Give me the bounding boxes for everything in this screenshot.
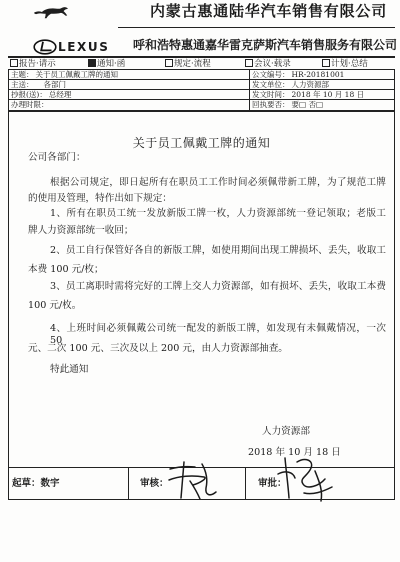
company-name-primary: 内蒙古惠通陆华汽车销售有限公司 [150,2,388,20]
doc-type-report[interactable] [10,59,56,69]
company-name-secondary: 呼和浩特惠通嘉华雷克萨斯汽车销售服务有限公司 [133,38,398,52]
notice-line: 4、上班时间必须佩戴公司统一配发的新版工牌，如发现有未佩戴情况，一次 50 [50,323,386,346]
field-value: 总经理 [48,90,72,99]
doc-type-label: 通知·函 [97,59,126,69]
notice-line: 的使用及管理，特作出如下规定： [28,193,172,204]
drafter-label: 起草： [12,478,41,489]
notice-issuer: 人力资源部 [262,426,310,437]
recipient-cell [9,80,250,89]
field-label: 发文单位： [252,80,290,89]
doc-type-label: 规定·流程 [174,59,211,69]
field-value: 各部门 [43,80,66,89]
issuing-unit-cell [250,80,394,89]
notice-salutation: 公司各部门： [28,152,86,163]
cc-cell [9,90,250,99]
doc-type-label: 会议·载录 [254,59,291,69]
notice-line: 1、所有在职员工统一发放新版工牌一枚，人力资源部统一登记领取；老版工 [50,208,386,219]
doc-type-checkbox[interactable] [10,59,18,67]
field-label: 回执要否： [252,100,290,109]
notice-line: 2、员工自行保管好各自的新版工牌，如使用期间出现工牌损坏、丢失，收取工 [50,245,386,256]
field-value: 要□ 否□ [291,100,324,109]
approval-divider [128,468,129,499]
field-value: 2018 年 10 月 18 日 [291,90,365,99]
notice-line: 100 元/枚。 [28,300,82,311]
notice-body [8,111,395,468]
info-row-recipient [9,80,394,90]
receipt-required-cell [250,100,394,110]
doc-type-regulation[interactable] [165,59,211,69]
lexus-logo-text: LEXUS [58,40,110,54]
approval-divider [245,468,246,499]
doc-type-plan[interactable] [322,59,368,69]
notice-line: 本费 100 元/枚； [28,264,104,275]
doc-type-checkbox[interactable] [322,59,330,67]
field-value: 人力资源部 [291,80,329,89]
notice-line: 元、二次 100 元、三次及以上 200 元，由人力资源部抽查。 [28,343,288,354]
drafter-cell [12,478,60,490]
approver-signature [275,452,335,504]
doc-type-label: 计划·总结 [331,59,368,69]
document-info-table [8,69,395,111]
notice-line: 3、员工离职时需将完好的工牌上交人力资源部，如有损坏、丢失，收取工本费 [50,281,386,292]
header-rule-full [8,56,395,58]
jaguar-logo-icon [33,3,69,21]
subject-cell [9,70,250,79]
drafter-name: 数宇 [40,478,60,489]
field-label: 主送： [11,80,34,89]
info-row-subject [9,70,394,80]
doc-type-meeting[interactable] [245,59,291,69]
field-label: 主题： [11,70,34,79]
deadline-cell [9,100,250,110]
issue-date-cell [250,90,394,99]
info-row-deadline [9,100,394,110]
doc-type-checkbox[interactable] [245,59,253,67]
field-label: 发文时间： [252,90,290,99]
field-label: 公文编号： [252,70,290,79]
doc-type-checkbox[interactable] [88,59,96,67]
doc-type-checkbox[interactable] [165,59,173,67]
info-row-cc [9,90,394,100]
field-label: 抄报(送)： [11,90,47,99]
notice-date: 2018 年 10 月 18 日 [248,447,341,458]
notice-title: 关于员工佩戴工牌的通知 [132,136,271,150]
lexus-emblem-icon [33,39,57,55]
reviewer-signature [164,459,219,501]
field-label: 办理时限： [11,100,49,109]
notice-line: 牌人力资源部统一收回； [28,225,134,236]
approval-row [8,467,395,500]
doc-type-label: 报告·请示 [19,59,56,69]
field-value: 关于员工佩戴工牌的通知 [35,70,118,79]
header-rule [118,27,395,28]
field-value: HR-20181001 [291,70,345,79]
document-number-cell [250,70,394,79]
notice-closing: 特此通知 [50,364,89,375]
notice-line: 根据公司规定，即日起所有在职员工工作时间必须佩带新工牌，为了规范工牌 [50,177,386,188]
doc-type-notice[interactable] [88,59,125,69]
reviewer-label: 审核： [140,478,169,489]
approver-label: 审批： [258,478,287,489]
